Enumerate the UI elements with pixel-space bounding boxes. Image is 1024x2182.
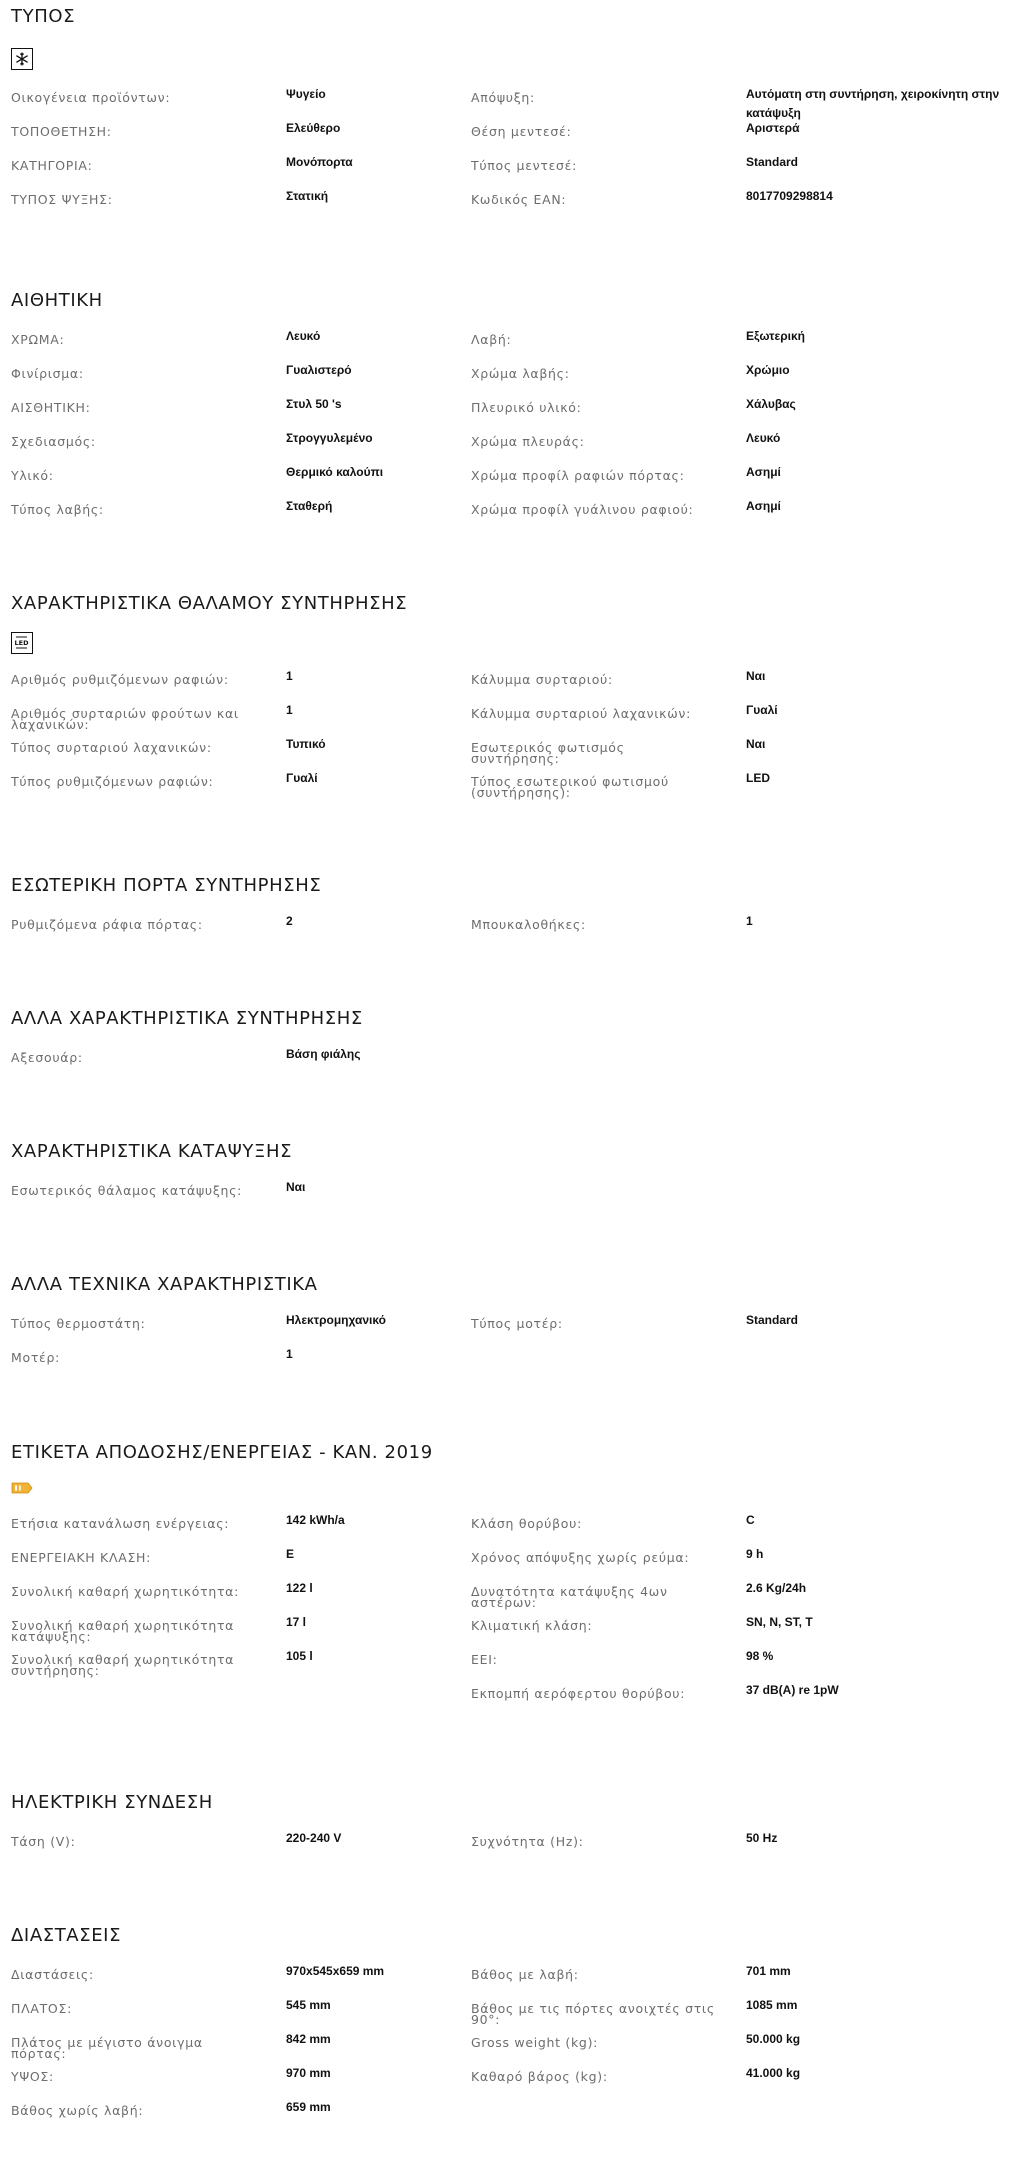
spec-row (11, 668, 471, 702)
spec-value: 41.000 kg (746, 2066, 801, 2080)
spec-row (11, 913, 471, 947)
spec-value: Ασημί (746, 499, 781, 513)
spec-value: Γυαλιστερό (286, 363, 352, 377)
spec-label: Αριθμός συρταριών φρούτων και λαχανικών: (11, 706, 239, 732)
spec-row (11, 498, 471, 532)
energy-label-icon (11, 1482, 33, 1494)
spec-row (11, 1179, 471, 1213)
section-typos (11, 6, 1011, 222)
spec-label: Διαστάσεις: (11, 1967, 94, 1982)
spec-row (471, 464, 1011, 498)
spec-label: Ετήσια κατανάλωση ενέργειας: (11, 1516, 230, 1531)
spec-columns (11, 1830, 1011, 1864)
spec-row (471, 736, 1011, 770)
led-icon (11, 632, 33, 654)
spec-label: Τύπος συρταριού λαχανικών: (11, 740, 212, 755)
spec-value: Γυαλί (286, 771, 318, 785)
spec-row (471, 188, 1011, 222)
spec-label: Βάθος με τις πόρτες ανοιχτές στις 90°: (471, 2001, 715, 2027)
spec-value: 2 (286, 914, 293, 928)
spec-column-right (471, 913, 1011, 947)
spec-row (11, 1614, 471, 1648)
spec-label: Θέση μεντεσέ: (471, 124, 572, 139)
spec-row (11, 1648, 471, 1682)
spec-value: 122 l (286, 1581, 313, 1595)
spec-row (11, 1512, 471, 1546)
spec-value: Στατική (286, 189, 329, 203)
spec-value: Τυπικό (286, 737, 326, 751)
spec-row (471, 770, 1011, 804)
spec-label: Απόψυξη: (471, 90, 535, 105)
spec-label: ΤΟΠΟΘΕΤΗΣΗ: (11, 124, 112, 139)
spec-row (11, 328, 471, 362)
spec-label: Εσωτερικός φωτισμός συντήρησης: (471, 740, 625, 766)
spec-label: EEI: (471, 1652, 498, 1667)
spec-label: Συνολική καθαρή χωρητικότητα συντήρησης: (11, 1652, 235, 1678)
spec-value: 50.000 kg (746, 2032, 801, 2046)
spec-row (471, 1648, 1011, 1682)
section-title: ΧΑΡΑΚΤΗΡΙΣΤΙΚΑ ΚΑΤΑΨΥΞΗΣ (11, 1141, 293, 1162)
spec-label: Αριθμός ρυθμιζόμενων ραφιών: (11, 672, 229, 687)
spec-label: Τύπος ρυθμιζόμενων ραφιών: (11, 774, 214, 789)
spec-column-left (11, 328, 471, 532)
spec-column-right (471, 1830, 1011, 1864)
spec-label: Βάθος χωρίς λαβή: (11, 2103, 144, 2118)
spec-value: 98 % (746, 1649, 774, 1663)
spec-column-right (471, 328, 1011, 532)
spec-row (11, 1997, 471, 2031)
spec-value: LED (746, 771, 770, 785)
spec-column-right (471, 1512, 1011, 1716)
spec-row (471, 1682, 1011, 1716)
spec-label: ΑΙΣΘΗΤΙΚΗ: (11, 400, 91, 415)
spec-value: 659 mm (286, 2100, 331, 2114)
spec-label: Υλικό: (11, 468, 54, 483)
spec-row (11, 702, 471, 736)
section-ilektriki (11, 1792, 1011, 1864)
spec-label: Gross weight (kg): (471, 2035, 599, 2050)
spec-value: 9 h (746, 1547, 764, 1561)
spec-value: Ψυγείο (286, 87, 326, 101)
spec-row (471, 498, 1011, 532)
spec-value: 1 (286, 1347, 293, 1361)
spec-row (471, 154, 1011, 188)
spec-value: 1 (746, 914, 753, 928)
spec-row (11, 736, 471, 770)
spec-value: 970x545x659 mm (286, 1964, 385, 1978)
spec-value: Standard (746, 1313, 799, 1327)
spec-label: Αξεσουάρ: (11, 1050, 83, 1065)
spec-row (11, 1046, 471, 1080)
spec-label: Τύπος μοτέρ: (471, 1316, 563, 1331)
spec-label: Δυνατότητα κατάψυξης 4ων αστέρων: (471, 1584, 668, 1610)
spec-value: 37 dB(A) re 1pW (746, 1683, 839, 1697)
spec-row (11, 1963, 471, 1997)
spec-row (11, 362, 471, 396)
spec-value: 701 mm (746, 1964, 791, 1978)
spec-row (471, 1580, 1011, 1614)
spec-label: Χρώμα λαβής: (471, 366, 570, 381)
spec-value: 17 l (286, 1615, 307, 1629)
spec-row (471, 328, 1011, 362)
spec-label: Ρυθμιζόμενα ράφια πόρτας: (11, 917, 203, 932)
spec-label: Εκπομπή αερόφερτου θορύβου: (471, 1686, 686, 1701)
spec-value: 545 mm (286, 1998, 331, 2012)
spec-column-right (471, 1963, 1011, 2099)
spec-column-left (11, 86, 471, 222)
spec-label: Χρόνος απόψυξης χωρίς ρεύμα: (471, 1550, 690, 1565)
section-title: ΔΙΑΣΤΑΣΕΙΣ (11, 1925, 122, 1946)
spec-column-left (11, 1046, 471, 1080)
spec-row (471, 1512, 1011, 1546)
spec-column-right (471, 668, 1011, 804)
spec-row (11, 430, 471, 464)
spec-row (11, 2099, 471, 2133)
spec-column-left (11, 1830, 471, 1864)
section-energeia (11, 1442, 1011, 1716)
spec-label: Μπουκαλοθήκες: (471, 917, 586, 932)
section-alla-syntirisis (11, 1008, 1011, 1080)
spec-row (471, 362, 1011, 396)
spec-value: Σταθερή (286, 499, 333, 513)
spec-row (11, 2031, 471, 2065)
spec-row (471, 2065, 1011, 2099)
spec-label: Συνολική καθαρή χωρητικότητα: (11, 1584, 240, 1599)
spec-value: Standard (746, 155, 799, 169)
spec-value: 50 Hz (746, 1831, 778, 1845)
section-diastaseis (11, 1925, 1011, 2133)
spec-value: 2.6 Kg/24h (746, 1581, 807, 1595)
spec-row (471, 86, 1011, 120)
spec-row (471, 1546, 1011, 1580)
spec-value: SN, N, ST, T (746, 1615, 813, 1629)
spec-label: Συχνότητα (Hz): (471, 1834, 584, 1849)
spec-label: ΚΑΤΗΓΟΡΙΑ: (11, 158, 93, 173)
spec-value: E (286, 1547, 295, 1561)
section-katapsyxis (11, 1141, 1011, 1213)
spec-value: 1085 mm (746, 1998, 798, 2012)
spec-row (471, 1963, 1011, 1997)
spec-value: Στυλ 50 's (286, 397, 342, 411)
spec-row (471, 1312, 1011, 1346)
section-title: ΕΣΩΤΕΡΙΚΗ ΠΟΡΤΑ ΣΥΝΤΗΡΗΣΗΣ (11, 875, 322, 896)
spec-label: Κλιματική κλάση: (471, 1618, 593, 1633)
spec-row (471, 913, 1011, 947)
spec-value: Ναι (746, 737, 766, 751)
spec-label: Κωδικός EAN: (471, 192, 567, 207)
spec-value: 8017709298814 (746, 189, 833, 203)
section-aisthitiki (11, 290, 1011, 532)
spec-value: Ηλεκτρομηχανικό (286, 1313, 386, 1327)
spec-row (471, 430, 1011, 464)
spec-value: Λευκό (286, 329, 321, 343)
spec-column-right (471, 1312, 1011, 1346)
spec-label: Χρώμα προφίλ ραφιών πόρτας: (471, 468, 685, 483)
spec-columns (11, 328, 1011, 532)
spec-value: Αυτόματη στη συντήρηση, χειροκίνητη στην κατάψυξη (746, 87, 1000, 120)
spec-value: C (746, 1513, 755, 1527)
spec-value: 970 mm (286, 2066, 331, 2080)
spec-label: Φινίρισμα: (11, 366, 84, 381)
spec-label: Χρώμα πλευράς: (471, 434, 585, 449)
spec-value: 142 kWh/a (286, 1513, 345, 1527)
spec-row (11, 120, 471, 154)
spec-row (11, 2065, 471, 2099)
spec-row (471, 396, 1011, 430)
spec-label: Τύπος μεντεσέ: (471, 158, 578, 173)
spec-row (471, 1614, 1011, 1648)
section-title: ΧΑΡΑΚΤΗΡΙΣΤΙΚΑ ΘΑΛΑΜΟΥ ΣΥΝΤΗΡΗΣΗΣ (11, 593, 408, 614)
spec-label: Τύπος λαβής: (11, 502, 104, 517)
spec-value: Ελεύθερο (286, 121, 341, 135)
section-title: ΤΥΠΟΣ (11, 6, 76, 27)
spec-value: Ναι (746, 669, 766, 683)
spec-label: Τύπος εσωτερικού φωτισμού (συντήρησης): (471, 774, 669, 800)
spec-column-left (11, 1963, 471, 2133)
spec-row (471, 668, 1011, 702)
section-texnika (11, 1274, 1011, 1380)
spec-columns (11, 1179, 1011, 1213)
spec-columns (11, 913, 1011, 947)
spec-value: 1 (286, 669, 293, 683)
spec-label: Βάθος με λαβή: (471, 1967, 579, 1982)
spec-label: Εσωτερικός θάλαμος κατάψυξης: (11, 1183, 243, 1198)
spec-columns (11, 86, 1011, 222)
spec-value: Χάλυβας (746, 397, 796, 411)
spec-row (11, 154, 471, 188)
spec-value: Θερμικό καλούπι (286, 465, 384, 479)
snowflake-icon (11, 48, 33, 70)
spec-column-left (11, 1312, 471, 1380)
spec-column-left (11, 1512, 471, 1682)
section-thalamos (11, 593, 1011, 804)
spec-label: ΠΛΑΤΟΣ: (11, 2001, 72, 2016)
spec-label: Σχεδιασμός: (11, 434, 96, 449)
section-title: ΑΙΘΗΤΙΚΗ (11, 290, 103, 311)
spec-row (471, 1830, 1011, 1864)
spec-label: Τύπος θερμοστάτη: (11, 1316, 146, 1331)
spec-row (11, 770, 471, 804)
spec-columns (11, 1963, 1011, 2133)
spec-label: Καθαρό βάρος (kg): (471, 2069, 608, 2084)
spec-label: Κλάση θορύβου: (471, 1516, 582, 1531)
section-title: ΕΤΙΚΕΤΑ ΑΠΟΔΟΣΗΣ/ΕΝΕΡΓΕΙΑΣ - ΚΑΝ. 2019 (11, 1442, 433, 1463)
spec-value: Εξωτερική (746, 329, 805, 343)
spec-value: Λευκό (746, 431, 781, 445)
spec-label: ΤΥΠΟΣ ΨΥΞΗΣ: (11, 192, 113, 207)
spec-label: Κάλυμμα συρταριού: (471, 672, 613, 687)
spec-row (471, 1997, 1011, 2031)
spec-row (11, 188, 471, 222)
spec-column-right (471, 86, 1011, 222)
spec-columns (11, 1046, 1011, 1080)
spec-row (11, 1312, 471, 1346)
spec-row (11, 1346, 471, 1380)
spec-row (11, 1580, 471, 1614)
spec-label: Χρώμα προφίλ γυάλινου ραφιού: (471, 502, 694, 517)
spec-value: 1 (286, 703, 293, 717)
spec-column-left (11, 668, 471, 804)
spec-row (471, 702, 1011, 736)
spec-label: ΧΡΩΜΑ: (11, 332, 65, 347)
spec-label: Λαβή: (471, 332, 512, 347)
spec-label: Οικογένεια προϊόντων: (11, 90, 171, 105)
spec-label: Μοτέρ: (11, 1350, 61, 1365)
spec-row (471, 120, 1011, 154)
spec-value: Ασημί (746, 465, 781, 479)
section-title: ΑΛΛΑ ΤΕΧΝΙΚΑ ΧΑΡΑΚΤΗΡΙΣΤΙΚΑ (11, 1274, 318, 1295)
spec-column-left (11, 1179, 471, 1213)
spec-columns (11, 1312, 1011, 1380)
spec-label: Πλάτος με μέγιστο άνοιγμα πόρτας: (11, 2035, 203, 2061)
spec-label: ΥΨΟΣ: (11, 2069, 54, 2084)
spec-value: Χρώμιο (746, 363, 790, 377)
spec-value: Μονόπορτα (286, 155, 353, 169)
section-porta (11, 875, 1011, 947)
spec-value: Γυαλί (746, 703, 778, 717)
spec-row (11, 86, 471, 120)
spec-value: 842 mm (286, 2032, 331, 2046)
spec-value: 105 l (286, 1649, 313, 1663)
led-icon-text: LED (14, 639, 29, 648)
spec-row (11, 1546, 471, 1580)
spec-value: 220-240 V (286, 1831, 342, 1845)
spec-label: Τάση (V): (11, 1834, 76, 1849)
spec-value: Ναι (286, 1180, 306, 1194)
section-title: ΗΛΕΚΤΡΙΚΗ ΣΥΝΔΕΣΗ (11, 1792, 213, 1813)
section-title: ΑΛΛΑ ΧΑΡΑΚΤΗΡΙΣΤΙΚΑ ΣΥΝΤΗΡΗΣΗΣ (11, 1008, 363, 1029)
spec-row (11, 464, 471, 498)
spec-value: Αριστερά (746, 121, 800, 135)
spec-row (11, 1830, 471, 1864)
spec-value: Βάση φιάλης (286, 1047, 361, 1061)
spec-columns (11, 1512, 1011, 1716)
spec-row (471, 2031, 1011, 2065)
spec-column-left (11, 913, 471, 947)
spec-label: Πλευρικό υλικό: (471, 400, 582, 415)
spec-label: Κάλυμμα συρταριού λαχανικών: (471, 706, 691, 721)
spec-row (11, 396, 471, 430)
spec-columns (11, 668, 1011, 804)
spec-label: ΕΝΕΡΓΕΙΑΚΗ ΚΛΑΣΗ: (11, 1550, 152, 1565)
spec-value: Στρογγυλεμένο (286, 431, 373, 445)
spec-label: Συνολική καθαρή χωρητικότητα κατάψυξης: (11, 1618, 235, 1644)
